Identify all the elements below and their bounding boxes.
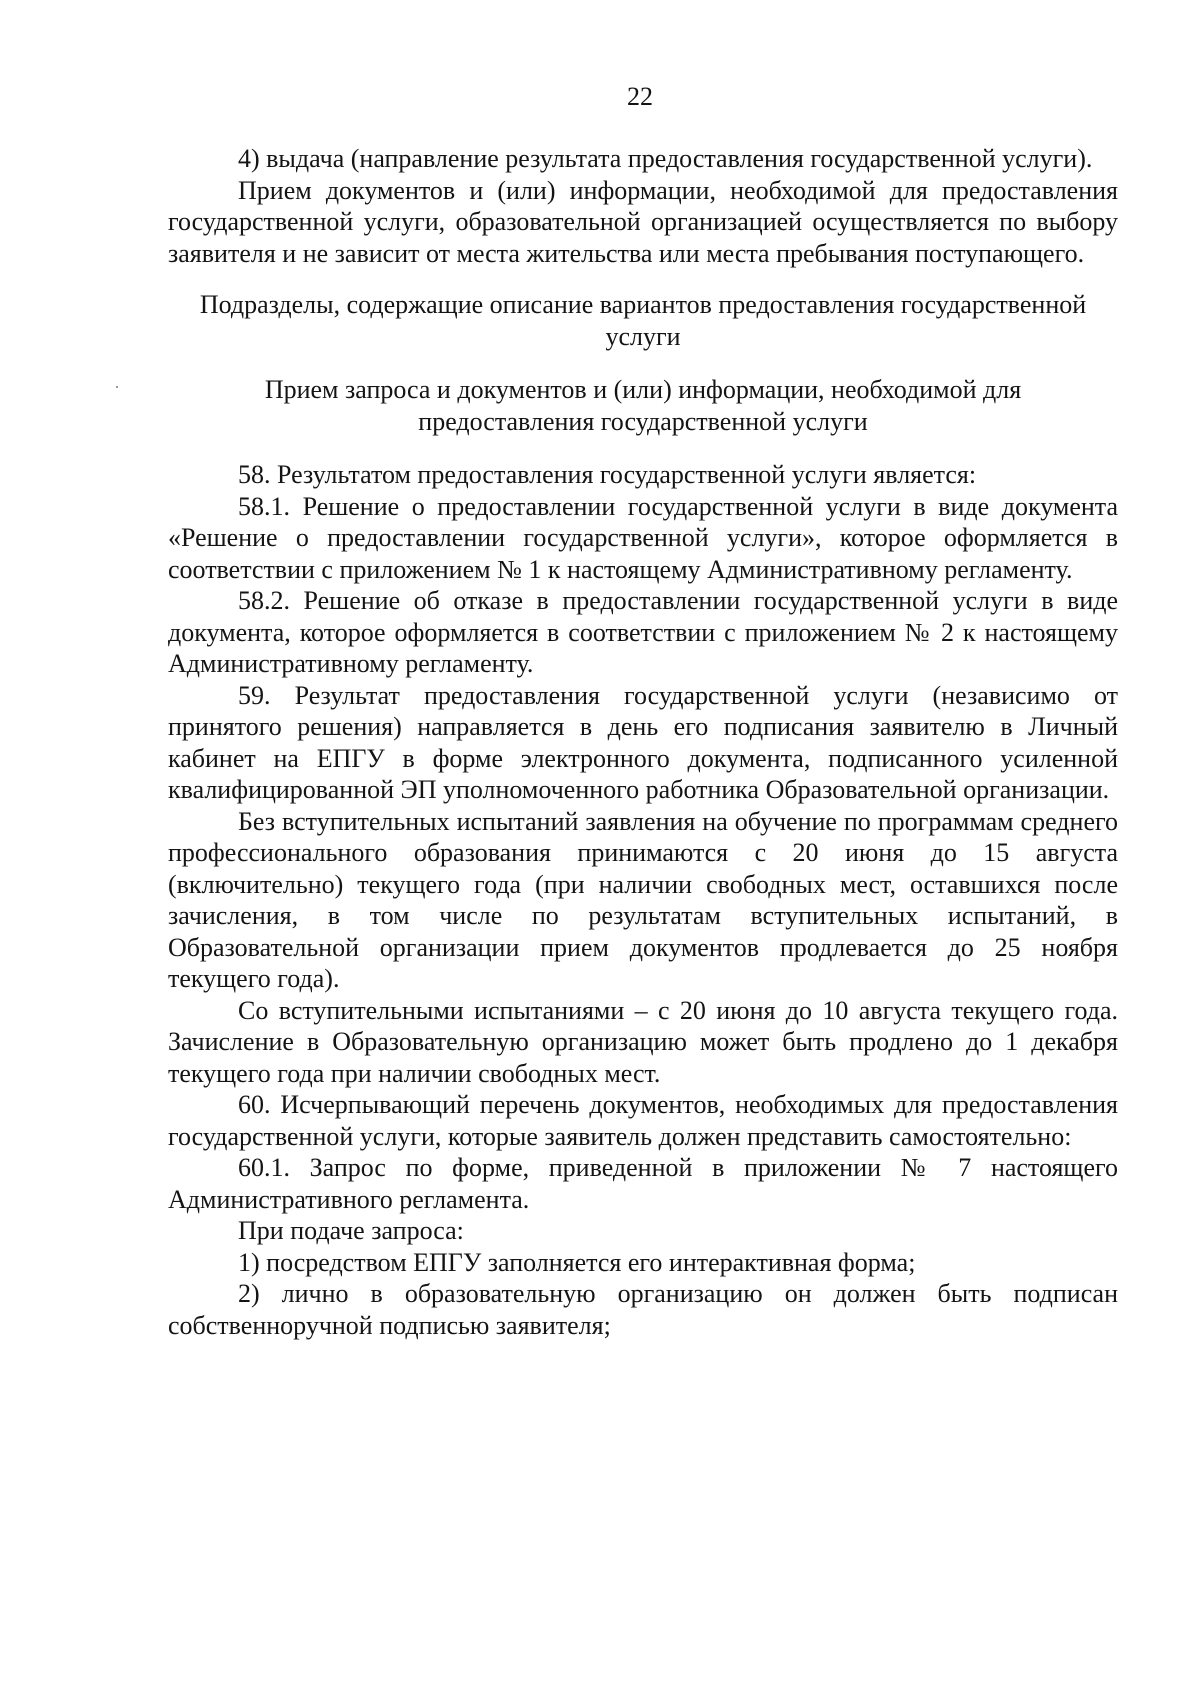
paragraph-submission-in-person: 2) лично в образовательную организацию он должен быть подписан собственноручной подписью заявителя; — [168, 1279, 1118, 1340]
paragraph-60: 60. Исчерпывающий перечень документов, необходимых для предоставления государственной услуги, которые заявитель должен представить самостоятельно: — [168, 1090, 1118, 1151]
section-heading-request-reception: Прием запроса и документов и (или) информации, необходимой для предоставления государственной услуги — [264, 375, 1022, 436]
paragraph-58: 58. Результатом предоставления государственной услуги является: — [238, 460, 977, 489]
paragraph-58-2: 58.2. Решение об отказе в предоставлении государственной услуги в виде документа, которое оформляется в соответствии с приложением № 2 к настоящему Административному регламенту. — [168, 586, 1118, 678]
paragraph-60-1: 60.1. Запрос по форме, приведенной в приложении № 7 настоящего Административного регламента. — [168, 1153, 1118, 1214]
paragraph-58-1: 58.1. Решение о предоставлении государственной услуги в виде документа «Решение о предоставлении государственной услуги», которое оформляется в соответствии с приложением № 1 к настоящему Административному регламенту. — [168, 491, 1118, 584]
paragraph-submission-epgu: 1) посредством ЕПГУ заполняется его интерактивная форма; — [238, 1247, 916, 1277]
paragraph-item-4: 4) выдача (направление результата предоставления государственной услуги). — [238, 144, 1093, 173]
paragraph-without-exams: Без вступительных испытаний заявления на обучение по программам среднего профессионального образования принимаются с 20 июня до 15 августа (включительно) текущего года (при наличии свободных мест, оставшихся после зачисления, в том числе по результатам вступительных испытаний, в Образовательной организации прием документов продлевается до 25 ноября текущего года). — [168, 806, 1118, 993]
document-body — [168, 143, 1118, 1341]
paragraph-59: 59. Результат предоставления государственной услуги (независимо от принятого решения) направляется в день его подписания заявителю в Личный кабинет на ЕПГУ в форме электронного документа, подписанного усиленной квалифицированной ЭП уполномоченного работника Образовательной организации. — [168, 680, 1118, 804]
paragraph-submission-intro: При подаче запроса: — [238, 1216, 464, 1245]
paragraph-reception-documents: Прием документов и (или) информации, необходимой для предоставления государственной услуги, образовательной организацией осуществляется по выбору заявителя и не зависит от места жительства или места пребывания поступающего. — [168, 175, 1118, 268]
page-number: 22 — [627, 82, 653, 111]
scan-artifact-dot — [116, 386, 118, 388]
section-heading-subsections: Подразделы, содержащие описание вариантов предоставления государственной услуги — [199, 290, 1087, 351]
paragraph-with-exams: Со вступительными испытаниями – с 20 июня до 10 августа текущего года. Зачисление в Образовательную организацию может быть продлено до 1 декабря текущего года при наличии свободных мест. — [168, 995, 1118, 1088]
